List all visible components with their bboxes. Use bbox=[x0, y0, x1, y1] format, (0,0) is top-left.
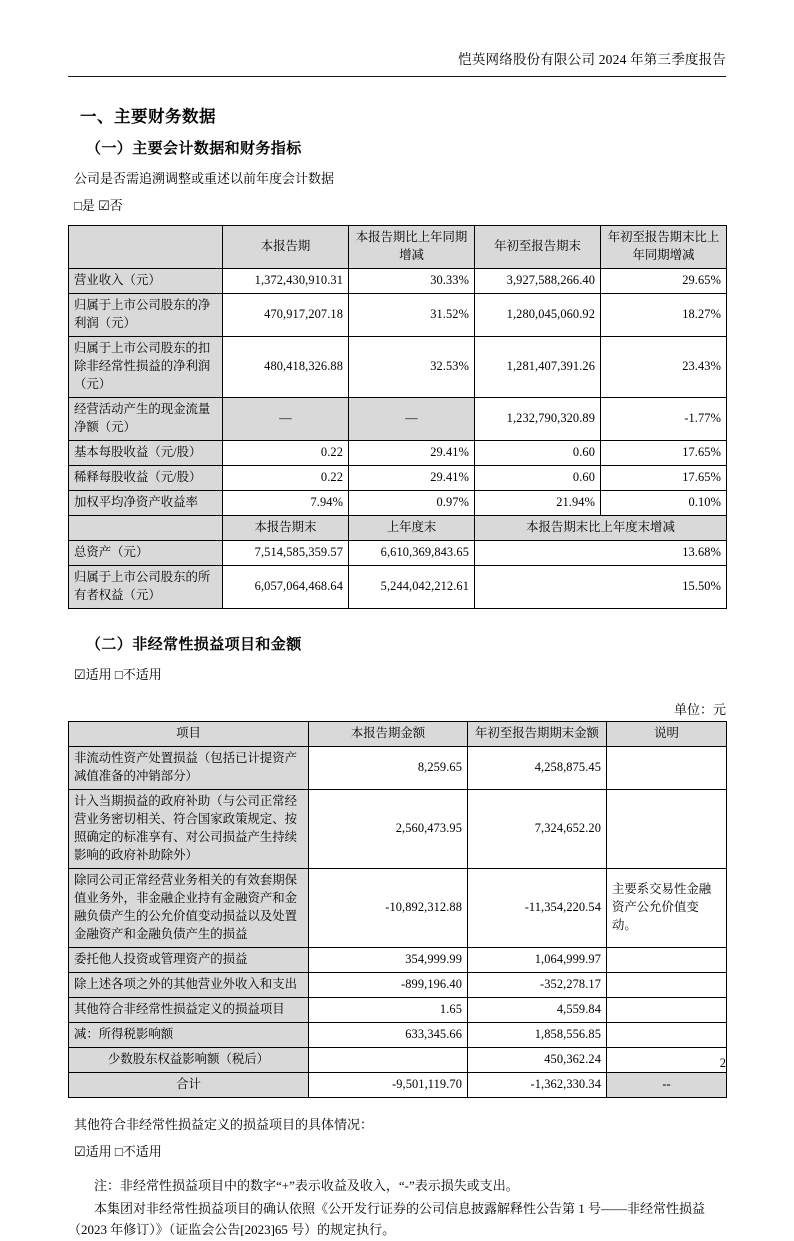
table-header-row bbox=[69, 722, 727, 747]
row-value-ytd: 1,064,999.97 bbox=[468, 948, 607, 973]
row-value-prior-year-end: 6,610,369,843.65 bbox=[349, 541, 475, 566]
main-financial-table-wrap bbox=[68, 225, 726, 609]
col-header-period-end: 本报告期末 bbox=[223, 516, 349, 541]
running-header bbox=[68, 0, 726, 68]
table-row bbox=[69, 790, 727, 869]
row-label: 经营活动产生的现金流量净额（元） bbox=[69, 398, 223, 441]
row-value-ytd: 450,362.24 bbox=[468, 1048, 607, 1073]
table-row bbox=[69, 747, 727, 790]
restatement-question: 公司是否需追溯调整或重述以前年度会计数据 bbox=[74, 171, 335, 187]
col-header-current-yoy: 本报告期比上年同期增减 bbox=[349, 226, 475, 269]
page-number: 2 bbox=[719, 1056, 726, 1070]
row-value-period-end: 6,057,064,468.64 bbox=[223, 566, 349, 609]
table-row bbox=[69, 294, 727, 337]
row-label: 归属于上市公司股东的净利润（元） bbox=[69, 294, 223, 337]
row-value-current: — bbox=[223, 398, 349, 441]
row-value-current-yoy: — bbox=[349, 398, 475, 441]
row-label: 非流动性资产处置损益（包括已计提资产减值准备的冲销部分） bbox=[69, 747, 309, 790]
row-value-ytd: 1,858,556.85 bbox=[468, 1023, 607, 1048]
row-label: 稀释每股收益（元/股） bbox=[69, 466, 223, 491]
row-label: 加权平均净资产收益率 bbox=[69, 491, 223, 516]
row-remark bbox=[607, 747, 727, 790]
col-header-prior-year-end: 上年度末 bbox=[349, 516, 475, 541]
row-remark bbox=[607, 1023, 727, 1048]
row-value-ytd-yoy: 0.10% bbox=[601, 491, 727, 516]
row-value-current: 633,345.66 bbox=[309, 1023, 468, 1048]
row-value-ytd-yoy: -1.77% bbox=[601, 398, 727, 441]
row-value-ytd-yoy: 23.43% bbox=[601, 337, 727, 398]
table-row bbox=[69, 491, 727, 516]
row-value-ytd: 1,281,407,391.26 bbox=[475, 337, 601, 398]
table-total-row bbox=[69, 1073, 727, 1098]
col-header-remark: 说明 bbox=[607, 722, 727, 747]
col-header-ytd: 年初至报告期末 bbox=[475, 226, 601, 269]
row-value-current-yoy: 29.41% bbox=[349, 466, 475, 491]
main-financial-table-body bbox=[69, 226, 727, 609]
detail-answer[interactable]: ☑适用 □不适用 bbox=[74, 1144, 162, 1160]
row-label: 归属于上市公司股东的所有者权益（元） bbox=[69, 566, 223, 609]
row-value-current bbox=[309, 1048, 468, 1073]
nonrecurring-table-wrap bbox=[68, 721, 726, 1098]
row-value-change: 15.50% bbox=[475, 566, 727, 609]
row-label: 少数股东权益影响额（税后） bbox=[69, 1048, 309, 1073]
row-value-current-yoy: 31.52% bbox=[349, 294, 475, 337]
col-header-blank-2 bbox=[69, 516, 223, 541]
row-value-ytd-yoy: 17.65% bbox=[601, 441, 727, 466]
footnotes bbox=[68, 1176, 726, 1240]
row-value-current: 1,372,430,910.31 bbox=[223, 269, 349, 294]
row-value-period-end: 7,514,585,359.57 bbox=[223, 541, 349, 566]
row-value-ytd-yoy: 18.27% bbox=[601, 294, 727, 337]
table-row bbox=[69, 566, 727, 609]
unit-label: 单位：元 bbox=[673, 702, 726, 718]
table-row bbox=[69, 541, 727, 566]
row-value-change: 13.68% bbox=[475, 541, 727, 566]
row-value-current: -899,196.40 bbox=[309, 973, 468, 998]
row-value-ytd: 1,232,790,320.89 bbox=[475, 398, 601, 441]
row-value-ytd: 0.60 bbox=[475, 466, 601, 491]
col-header-current-period: 本报告期 bbox=[223, 226, 349, 269]
row-value-ytd: 1,280,045,060.92 bbox=[475, 294, 601, 337]
row-value-current: 8,259.65 bbox=[309, 747, 468, 790]
col-header-current-amount: 本报告期金额 bbox=[309, 722, 468, 747]
table-row bbox=[69, 441, 727, 466]
row-value-ytd: 0.60 bbox=[475, 441, 601, 466]
row-value-current: 0.22 bbox=[223, 441, 349, 466]
row-value-ytd-yoy: 29.65% bbox=[601, 269, 727, 294]
row-value-current: 1.65 bbox=[309, 998, 468, 1023]
subsection-title-2: （二）非经常性损益项目和金额 bbox=[86, 637, 302, 654]
row-remark bbox=[607, 1048, 727, 1073]
col-header-blank bbox=[69, 226, 223, 269]
table-row bbox=[69, 1048, 727, 1073]
table-header-row bbox=[69, 226, 727, 269]
row-value-prior-year-end: 5,244,042,212.61 bbox=[349, 566, 475, 609]
row-value-current-yoy: 0.97% bbox=[349, 491, 475, 516]
row-remark bbox=[607, 973, 727, 998]
table-row bbox=[69, 948, 727, 973]
row-label: 除上述各项之外的其他营业外收入和支出 bbox=[69, 973, 309, 998]
row-value-current: 7.94% bbox=[223, 491, 349, 516]
table-row bbox=[69, 269, 727, 294]
row-value-current: 480,418,326.88 bbox=[223, 337, 349, 398]
col-header-item: 项目 bbox=[69, 722, 309, 747]
row-remark-total: -- bbox=[607, 1073, 727, 1098]
col-header-ytd-amount: 年初至报告期期末金额 bbox=[468, 722, 607, 747]
footnote-sign-convention: 注：非经常性损益项目中的数字“+”表示收益及收入，“-”表示损失或支出。 bbox=[94, 1178, 519, 1194]
row-remark: 主要系交易性金融资产公允价值变动。 bbox=[607, 869, 727, 948]
row-value-current-yoy: 29.41% bbox=[349, 441, 475, 466]
row-value-current-yoy: 30.33% bbox=[349, 269, 475, 294]
row-label: 营业收入（元） bbox=[69, 269, 223, 294]
row-label: 委托他人投资或管理资产的损益 bbox=[69, 948, 309, 973]
row-value-ytd: 4,258,875.45 bbox=[468, 747, 607, 790]
restatement-answer[interactable]: □是 ☑否 bbox=[74, 198, 123, 214]
row-label-total: 合计 bbox=[69, 1073, 309, 1098]
row-value-ytd-yoy: 17.65% bbox=[601, 466, 727, 491]
main-financial-table bbox=[68, 225, 727, 609]
row-value-current-yoy: 32.53% bbox=[349, 337, 475, 398]
row-value-ytd: 3,927,588,266.40 bbox=[475, 269, 601, 294]
subsection-title-1: （一）主要会计数据和财务指标 bbox=[86, 141, 302, 158]
row-label: 减：所得税影响额 bbox=[69, 1023, 309, 1048]
row-value-ytd: 7,324,652.20 bbox=[468, 790, 607, 869]
header-divider bbox=[68, 76, 726, 77]
row-label: 归属于上市公司股东的扣除非经常性损益的净利润（元） bbox=[69, 337, 223, 398]
nonrecurring-applicable[interactable]: ☑适用 □不适用 bbox=[74, 667, 162, 683]
row-value-current: 354,999.99 bbox=[309, 948, 468, 973]
row-label: 计入当期损益的政府补助（与公司正常经营业务密切相关、符合国家政策规定、按照确定的标准享有、对公司损益产生持续影响的政府补助除外） bbox=[69, 790, 309, 869]
nonrecurring-items-table bbox=[68, 721, 727, 1098]
row-value-ytd-total: -1,362,330.34 bbox=[468, 1073, 607, 1098]
row-remark bbox=[607, 790, 727, 869]
table-row bbox=[69, 998, 727, 1023]
row-value-current: 470,917,207.18 bbox=[223, 294, 349, 337]
row-remark bbox=[607, 998, 727, 1023]
table-row bbox=[69, 1023, 727, 1048]
table-row bbox=[69, 398, 727, 441]
row-value-ytd: 21.94% bbox=[475, 491, 601, 516]
col-header-period-end-change: 本报告期末比上年度末增减 bbox=[475, 516, 727, 541]
nonrecurring-items-body bbox=[69, 722, 727, 1098]
row-value-current-total: -9,501,119.70 bbox=[309, 1073, 468, 1098]
table-row bbox=[69, 466, 727, 491]
table-subheader-row bbox=[69, 516, 727, 541]
row-label: 基本每股收益（元/股） bbox=[69, 441, 223, 466]
table-row bbox=[69, 869, 727, 948]
row-label: 其他符合非经常性损益定义的损益项目 bbox=[69, 998, 309, 1023]
row-remark bbox=[607, 948, 727, 973]
row-value-ytd: 4,559.84 bbox=[468, 998, 607, 1023]
table-row bbox=[69, 337, 727, 398]
row-value-current: 0.22 bbox=[223, 466, 349, 491]
row-label: 除同公司正常经营业务相关的有效套期保值业务外，非金融企业持有金融资产和金融负债产生的公允价值变动损益以及处置金融资产和金融负债产生的损益 bbox=[69, 869, 309, 948]
page-title: 一、主要财务数据 bbox=[80, 107, 216, 127]
col-header-ytd-yoy: 年初至报告期末比上年同期增减 bbox=[601, 226, 727, 269]
running-header-text: 恺英网络股份有限公司 2024 年第三季度报告 bbox=[458, 52, 726, 67]
footnote-standard-reference: 本集团对非经常性损益项目的确认依照《公开发行证券的公司信息披露解释性公告第 1 号——非经常性损益（2023 年修订）》（证监会公告[2023]65 号）的规定执行。 bbox=[68, 1201, 706, 1237]
table-row bbox=[69, 973, 727, 998]
row-value-ytd: -352,278.17 bbox=[468, 973, 607, 998]
row-value-current: 2,560,473.95 bbox=[309, 790, 468, 869]
detail-question: 其他符合非经常性损益定义的损益项目的具体情况： bbox=[74, 1117, 374, 1133]
row-value-ytd: -11,354,220.54 bbox=[468, 869, 607, 948]
row-value-current: -10,892,312.88 bbox=[309, 869, 468, 948]
row-label: 总资产（元） bbox=[69, 541, 223, 566]
